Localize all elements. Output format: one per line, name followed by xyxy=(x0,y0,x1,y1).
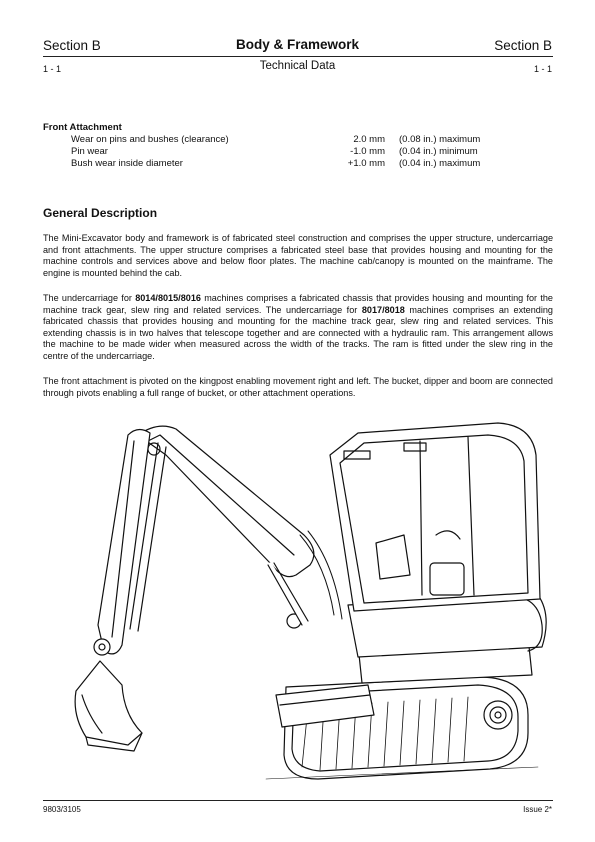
paragraph-front-attachment: The front attachment is pivoted on the kingpost enabling movement right and left. The bucket, dipper and boom are connected through pivots enabling a full range of bucket, or other attachment operations. xyxy=(43,376,553,398)
spec-imperial: (0.08 in.) maximum xyxy=(399,134,481,145)
spec-imperial: (0.04 in.) maximum xyxy=(399,158,481,169)
footer-rule xyxy=(43,800,553,801)
model-numbers: 8014/8015/8016 xyxy=(135,293,201,303)
spec-row xyxy=(71,134,531,146)
spec-value: 2.0 mm xyxy=(353,134,385,145)
spec-label: Pin wear xyxy=(71,146,108,157)
spec-label: Bush wear inside diameter xyxy=(71,158,183,169)
section-label-left: Section B xyxy=(43,38,101,53)
issue-label: Issue 2* xyxy=(523,805,552,814)
spec-row xyxy=(71,146,531,158)
general-description-heading: General Description xyxy=(43,206,158,220)
header-rule xyxy=(43,56,553,57)
spec-value: +1.0 mm xyxy=(347,158,385,169)
paragraph-body-framework: The Mini-Excavator body and framework is of fabricated steel construction and comprises the upper structure, undercarriage and front attachments. The upper structure comprises a fabricated steel base that provides housing and mounting for the machine controls and services above and below floor plates. The machine cab/canopy is mounted on the mainframe. The engine is mounted behind the cab. xyxy=(43,233,553,278)
text-run: The undercarriage for xyxy=(43,293,136,303)
front-attachment-heading: Front Attachment xyxy=(43,122,122,133)
text-run: machines comprises an extending fabricated chassis that provides housing and mounting for the machine track gear, slew ring and related services. This extending chassis is in two halves that telescope together and are connected with a hydraulic ram. This arrangement allows the machine to be made wider when measured across the width of the tracks. The ram is fitted under the slew ring in the centre of the undercarriage. xyxy=(43,304,553,361)
spec-row xyxy=(71,158,531,170)
model-numbers: 8017/8018 xyxy=(361,304,405,315)
spec-imperial: (0.04 in.) minimum xyxy=(399,146,478,157)
paragraph-undercarriage xyxy=(43,293,553,363)
section-label-right: Section B xyxy=(494,38,552,53)
spec-value: -1.0 mm xyxy=(350,146,385,157)
excavator-illustration xyxy=(58,415,548,785)
page-title: Body & Framework xyxy=(235,37,360,52)
page-number-left: 1 - 1 xyxy=(43,64,62,74)
document-number: 9803/3105 xyxy=(43,805,81,814)
spec-label: Wear on pins and bushes (clearance) xyxy=(71,134,229,145)
page-number-right: 1 - 1 xyxy=(533,64,552,74)
page-subtitle: Technical Data xyxy=(259,60,336,72)
text-run: machines comprises a fabricated chassis that provides housing and mounting for the machine track gear, slew ring and related services. The undercarriage for xyxy=(43,293,553,315)
